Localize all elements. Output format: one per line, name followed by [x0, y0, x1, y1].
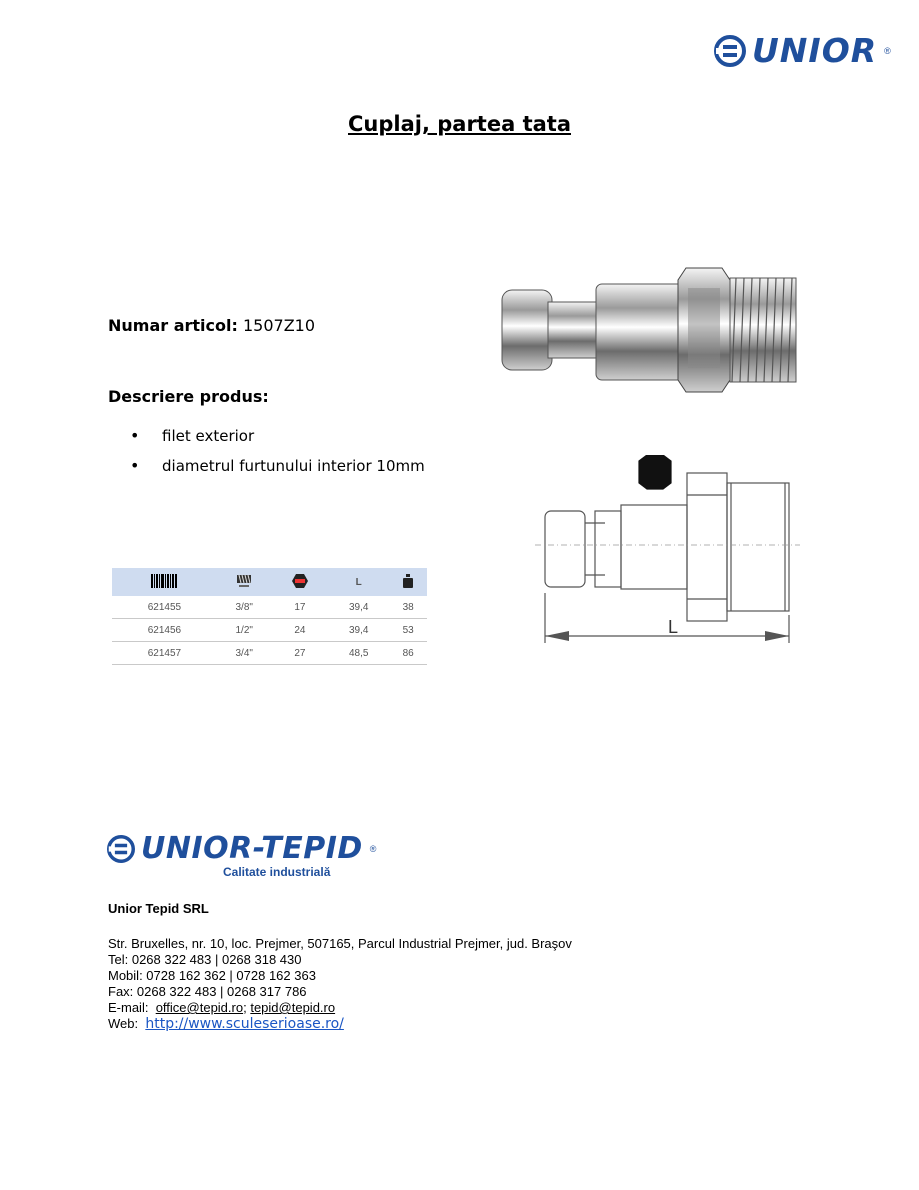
hex-icon — [272, 568, 329, 596]
product-photo — [498, 262, 803, 397]
unior-logo — [714, 31, 891, 70]
unior-tepid-logo-icon — [107, 835, 135, 863]
contact-block — [108, 936, 572, 1032]
unior-logo-icon — [714, 35, 746, 67]
phone: Tel: 0268 322 483 | 0268 318 430 — [108, 952, 302, 967]
list-item: • filet exterior — [130, 426, 255, 445]
dimension-label: L — [667, 617, 679, 637]
page-title: Cuplaj, partea tata — [348, 112, 571, 136]
barcode-icon — [112, 568, 217, 596]
email-link-office[interactable]: office@tepid.ro — [155, 1000, 244, 1015]
fax: Fax: 0268 322 483 | 0268 317 786 — [108, 984, 307, 999]
thread-icon — [217, 568, 272, 596]
length-icon: L — [328, 568, 389, 596]
company-name: Unior Tepid SRL — [108, 901, 209, 916]
address: Str. Bruxelles, nr. 10, loc. Prejmer, 507165, Parcul Industrial Prejmer, jud. Braşov — [108, 936, 572, 951]
unior-tepid-logo-text: UNIOR-TEPID — [141, 831, 363, 866]
unior-logo-text: UNIOR — [752, 31, 878, 70]
description-heading: Descriere produs: — [108, 387, 269, 406]
list-item: • diametrul furtunului interior 10mm — [130, 456, 425, 475]
bullet-icon: • — [130, 456, 140, 475]
registered-mark: ® — [369, 844, 377, 854]
unior-tepid-logo — [107, 831, 377, 879]
email-link-tepid[interactable]: tepid@tepid.ro — [250, 1000, 336, 1015]
spec-table — [112, 568, 427, 665]
website-link[interactable]: http://www.sculeserioase.ro/ — [145, 1016, 344, 1032]
registered-mark: ® — [884, 45, 891, 56]
technical-drawing — [535, 455, 800, 650]
mobile: Mobil: 0728 162 362 | 0728 162 363 — [108, 968, 316, 983]
article-value: 1507Z10 — [242, 316, 316, 335]
description-list — [130, 427, 425, 487]
table-header-row — [112, 568, 427, 596]
tagline: Calitate industrială — [223, 865, 331, 879]
article-label: Numar articol: — [108, 316, 238, 335]
web-row: Web: http://www.sculeserioase.ro/ — [108, 1016, 344, 1032]
email-row: E-mail: office@tepid.ro; tepid@tepid.ro — [108, 1000, 336, 1015]
table-row: 621457 3/4" 27 48,5 86 — [112, 642, 427, 665]
table-row: 621455 3/8" 17 39,4 38 — [112, 596, 427, 619]
article-number — [108, 316, 315, 335]
weight-icon — [389, 568, 427, 596]
table-row: 621456 1/2" 24 39,4 53 — [112, 619, 427, 642]
bullet-icon: • — [130, 426, 140, 445]
hex-icon — [639, 455, 671, 489]
